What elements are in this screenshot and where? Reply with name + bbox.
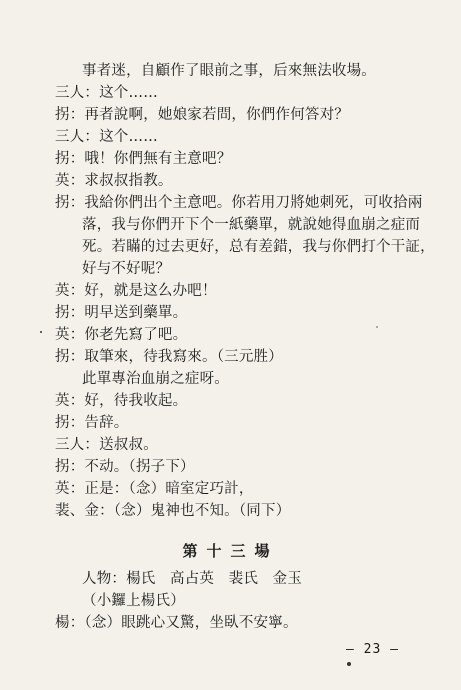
ink-speck xyxy=(376,326,378,328)
dialogue-line: 拐：我給你們出个主意吧。你若用刀將她刺死，可收拾兩 xyxy=(55,195,423,211)
stage-direction: （小鑼上楊氏） xyxy=(82,593,185,609)
dialogue-line: 好与不好呢？ xyxy=(82,261,171,277)
scene-title: 第十三場 xyxy=(182,542,279,560)
characters-label: 人物： xyxy=(82,571,127,587)
dialogue-line: 裴、金：（念）鬼神也不知。（同下） xyxy=(55,503,291,519)
dialogue-line: 英：好，待我收起。 xyxy=(55,393,188,409)
dialogue-line: 拐：再者說啊，她娘家若問，你們作何答对？ xyxy=(55,107,349,123)
dialogue-line: 英：正是：（念）暗室定巧計， xyxy=(55,481,254,497)
ink-speck xyxy=(40,331,42,333)
dialogue-line: 拐：告辞。 xyxy=(55,415,129,431)
dialogue-line: 英：好，就是这么办吧！ xyxy=(55,283,217,299)
dialogue-line: 拐：取筆來，待我寫來。（三元胜） xyxy=(55,349,283,365)
dialogue-line: 落，我与你們开下个一紙藥單，就說她得血崩之症而 xyxy=(82,217,421,233)
character-name: 金玉 xyxy=(272,571,302,587)
dialogue-line: 三人：这个…… xyxy=(55,85,158,101)
page-number: — 23 — xyxy=(346,642,399,657)
dialogue-line: 英：求叔叔指教。 xyxy=(55,173,173,189)
character-list xyxy=(82,570,302,588)
dialogue-line: 此單專治血崩之症呀。 xyxy=(82,371,229,387)
dialogue-line: 死。若瞞的过去更好，总有差錯，我与你們打个干証， xyxy=(82,239,435,255)
character-name: 裴氏 xyxy=(228,571,259,587)
character-name: 高占英 xyxy=(170,571,215,587)
dialogue-line: 英：你老先寫了吧。 xyxy=(55,327,188,343)
dialogue-line: 拐：明早送到藥單。 xyxy=(55,305,188,321)
ink-speck xyxy=(347,662,351,666)
character-name: 楊氏 xyxy=(126,571,156,587)
dialogue-line: 三人：送叔叔。 xyxy=(55,437,158,453)
dialogue-line: 三人：这个…… xyxy=(55,129,158,145)
dialogue-line: 楊：（念）眼跳心又驚，坐臥不安寧。 xyxy=(55,615,298,631)
dialogue-line: 事者迷，自顧作了眼前之事，后來無法收場。 xyxy=(82,63,376,79)
dialogue-line: 拐：不动。（拐子下） xyxy=(55,459,195,475)
dialogue-line: 拐：哦！你們無有主意吧？ xyxy=(55,151,232,167)
